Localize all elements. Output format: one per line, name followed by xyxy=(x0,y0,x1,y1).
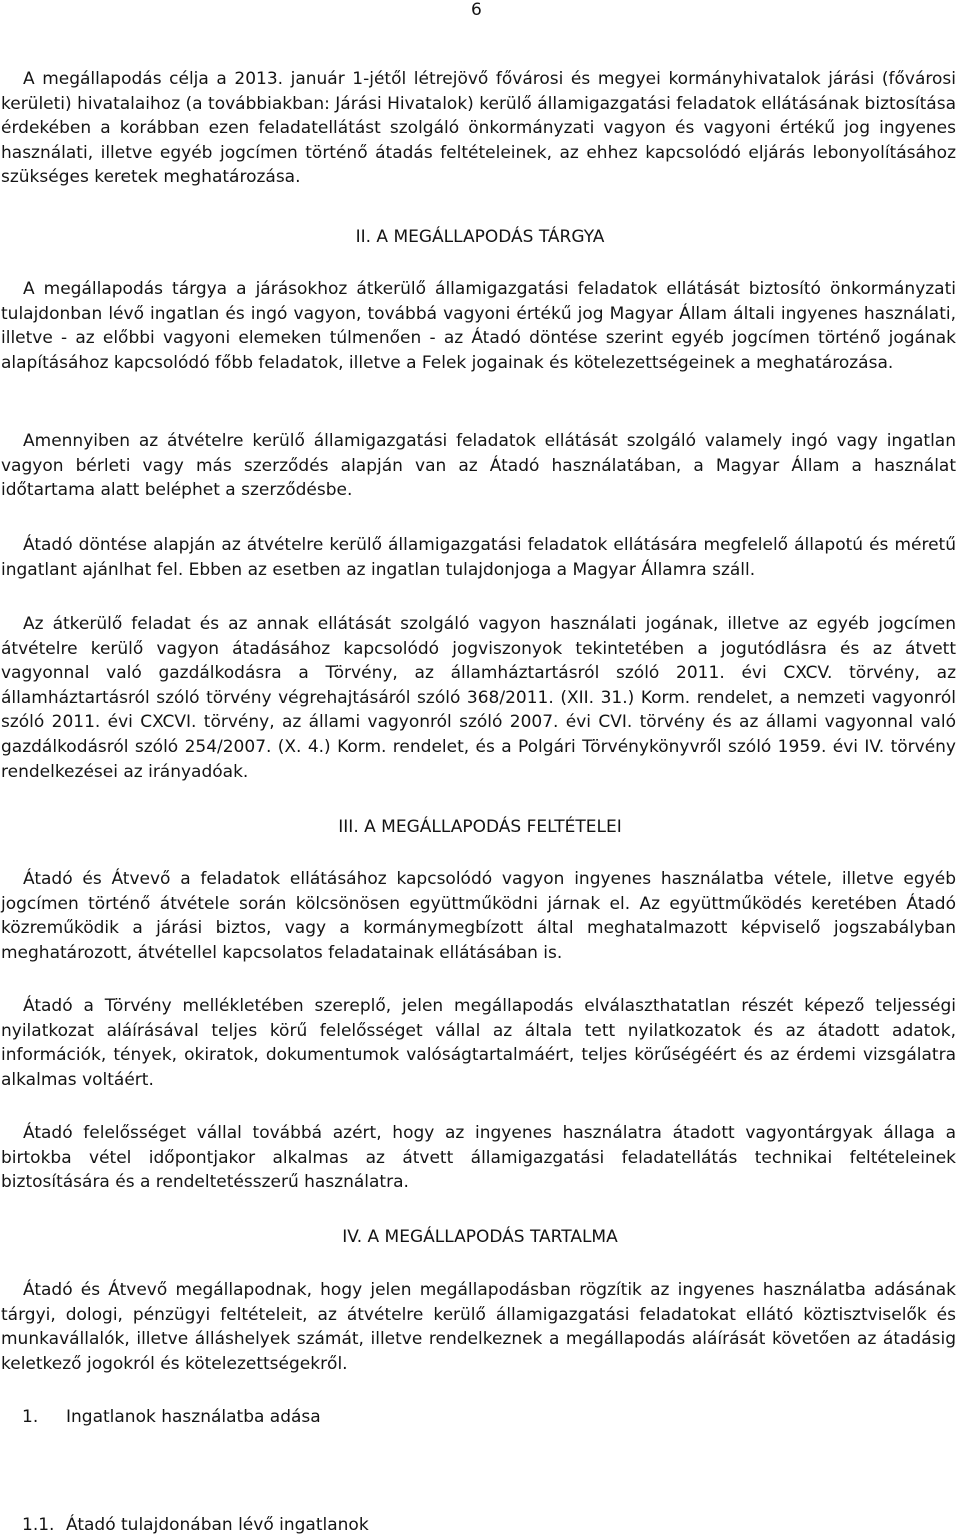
section-3-paragraph-1: Átadó és Átvevő a feladatok ellátásához kapcsolódó vagyon ingyenes használatba vétele, illetve egyéb jogcímen történő átvétele során kölcsönösen együttműködni járnak el. Az együttműködés keretében Átadó közreműködik a járási biztos, vagy a kormánymegbízott által meghatalmazott képviselő jogszabályban meghatározott, átvétellel kapcsolatos feladatainak ellátásában is. xyxy=(1,869,956,963)
section-2-paragraph-1: A megállapodás tárgya a járásokhoz átkerülő államigazgatási feladatok ellátását biztosító önkormányzati tulajdonban lévő ingatlan és ingó vagyon, továbbá vagyoni értékű jog Magyar Állam általi ingyenes használati, illetve - az előbbi vagyoni elemeken túlmenően - az Átadó döntése szerint egyéb jogcímen történő jogának alapításához kapcsolódó főbb feladatok, illetve a Felek jogainak és kötelezettségeinek a meghatározása. xyxy=(1,279,956,373)
list-item-text: Ingatlanok használatba adása xyxy=(66,1407,321,1427)
section-2-paragraph-4: Az átkerülő feladat és az annak ellátását szolgáló vagyon használati jogának, illetve az egyéb jogcímen átvételre kerülő vagyon átadásához kapcsolódó jogviszonyok tekintetében a jogutódlásra és az átvett vagyonnal való gazdálkodásra a Törvény, az államháztartásról szóló 2011. évi CXCV. törvény, az államháztartásról szóló törvény végrehajtásáról szóló 368/2011. (XII. 31.) Korm. rendelet, a nemzeti vagyonról szóló 2011. évi CXCVI. törvény, az állami vagyonról szóló 2007. évi CVI. törvény és az állami vagyonnal való gazdálkodásról szóló 254/2007. (X. 4.) Korm. rendelet, és a Polgári Törvénykönyvről szóló 1959. évi IV. törvény rendelkezései az irányadóak. xyxy=(1,614,956,782)
list-item-number: 1. xyxy=(22,1407,39,1427)
section-2-paragraph-3: Átadó döntése alapján az átvételre kerülő államigazgatási feladatok ellátására megfelelő állapotú és méretű ingatlant ajánlhat fel. Ebben az esetben az ingatlan tulajdonjoga a Magyar Államra száll. xyxy=(1,535,956,580)
list-item-1-1 xyxy=(22,1513,369,1537)
section-2-paragraph-2: Amennyiben az átvételre kerülő államigazgatási feladatok ellátását szolgáló valamely ingó vagy ingatlan vagyon bérleti vagy más szerződés alapján van az Átadó használatában, a Magyar Állam a használat időtartama alatt beléphet a szerződésbe. xyxy=(1,431,956,501)
list-item-text: Átadó tulajdonában lévő ingatlanok xyxy=(66,1515,369,1535)
section-4-paragraph-1: Átadó és Átvevő megállapodnak, hogy jelen megállapodásban rögzítik az ingyenes használatba adásának tárgyi, dologi, pénzügyi feltételeit, az átvételre kerülő államigazgatási feladatokat ellátó köztisztviselők és munkavállalók, illetve álláshelyek számát, illetve rendelkeznek a megállapodás aláírását követően az átadásig keletkező jogokról és kötelezettségekről. xyxy=(1,1280,956,1374)
section-3-paragraph-3: Átadó felelősséget vállal továbbá azért, hogy az ingyenes használatra átadott vagyontárgyak állaga a birtokba vétel időpontjakor alkalmas az átvett államigazgatási feladatellátás technikai feltételeinek biztosítására és a rendeltetésszerű használatra. xyxy=(1,1123,956,1193)
section-4-heading: IV. A MEGÁLLAPODÁS TARTALMA xyxy=(342,1227,618,1247)
intro-paragraph: A megállapodás célja a 2013. január 1-jétől létrejövő fővárosi és megyei kormányhivatalok járási (fővárosi kerületi) hivatalaihoz (a továbbiakban: Járási Hivatalok) kerülő államigazgatási feladatok ellátásának biztosítása érdekében a korábban ezen feladatellátást szolgáló önkormányzati vagyon és vagyoni értékű jog ingyenes használati, illetve egyéb jogcímen történő átadás feltételeinek, az ehhez kapcsolódó eljárás lebonyolításához szükséges keretek meghatározása. xyxy=(1,69,956,188)
section-3-paragraph-2: Átadó a Törvény mellékletében szereplő, jelen megállapodás elválaszthatatlan részét képező teljességi nyilatkozat aláírásával teljes körű felelősséget vállal az általa tett nyilatkozatok és az átadott adatok, információk, tények, okiratok, dokumentumok valóságtartalmáért, teljes körűségéért és az érdemi vizsgálatra alkalmas voltáért. xyxy=(1,996,956,1090)
section-2-heading: II. A MEGÁLLAPODÁS TÁRGYA xyxy=(355,227,605,247)
list-item-1 xyxy=(22,1405,321,1429)
page-number: 6 xyxy=(471,0,482,20)
list-item-number: 1.1. xyxy=(22,1515,55,1535)
section-3-heading: III. A MEGÁLLAPODÁS FELTÉTELEI xyxy=(338,817,622,837)
